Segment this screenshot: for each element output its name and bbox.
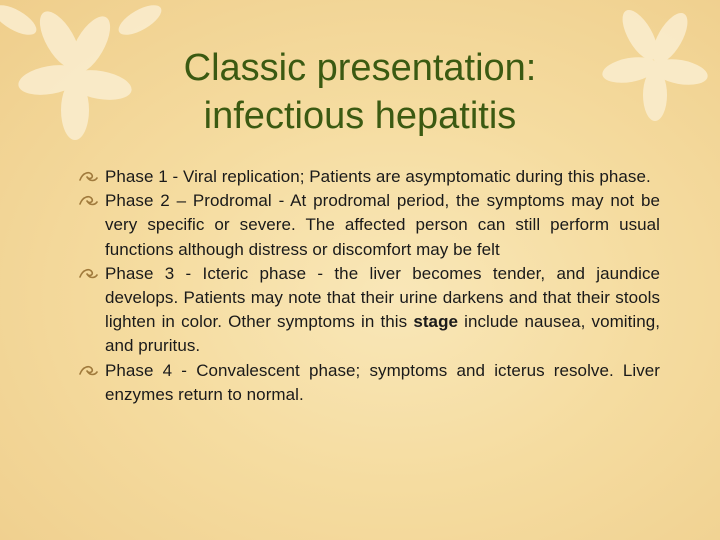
bullet-list [78, 165, 660, 407]
slide-title-line-1: Classic presentation: [183, 47, 537, 89]
curl-bullet-icon [78, 267, 98, 281]
bullet-item-phase-1 [78, 165, 660, 189]
slide-title [100, 44, 620, 140]
bullet-item-phase-3 [78, 262, 660, 359]
bullet-text: Phase 1 - Viral replication; Patients are asymptomatic during this phase. [105, 167, 651, 186]
curl-bullet-icon [78, 194, 98, 208]
bullet-item-phase-4 [78, 359, 660, 407]
bullet-item-phase-2 [78, 189, 660, 262]
slide-title-line-2: infectious hepatitis [203, 95, 517, 137]
bullet-text: Phase 4 - Convalescent phase; symptoms and icterus resolve. Liver enzymes return to normal. [105, 360, 660, 404]
bullet-text-after: include nausea, vomiting, and pruritus. [105, 312, 660, 356]
bullet-text-bold: stage [413, 312, 459, 332]
curl-bullet-icon [78, 170, 98, 184]
bullet-text-before: Phase 3 - Icteric phase - the liver becomes tender, and jaundice develops. Patients may note that their urine darkens and that their stools lighten in color. Other symptoms in this [105, 263, 660, 332]
curl-bullet-icon [78, 364, 98, 378]
bullet-text: Phase 2 – Prodromal - At prodromal period, the symptoms may not be very specific or severe. The affected person can still perform usual functions although distress or discomfort may be felt [105, 191, 660, 259]
